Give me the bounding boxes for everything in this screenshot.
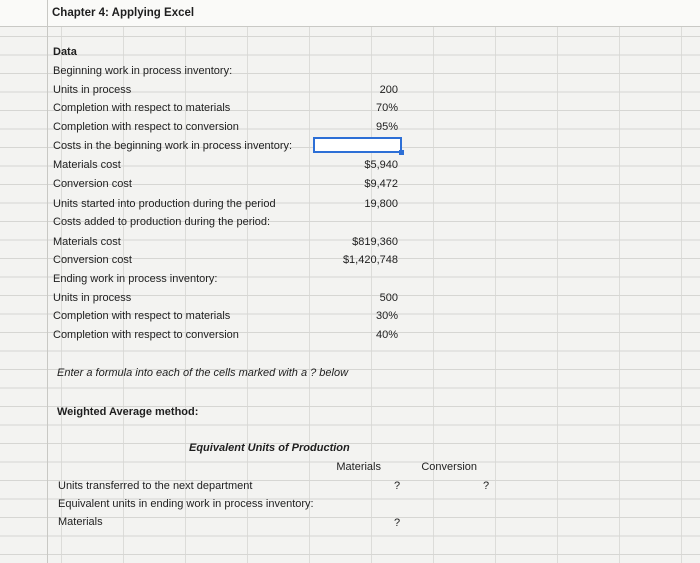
data-label[interactable]: Units in process	[53, 292, 132, 304]
data-label[interactable]: Beginning work in process inventory:	[53, 65, 233, 77]
formula-cell-conversion[interactable]: ?	[482, 480, 490, 492]
equivalent-units-heading[interactable]: Equivalent Units of Production	[189, 442, 350, 454]
conversion-column-header[interactable]: Conversion	[421, 461, 477, 473]
data-heading[interactable]: Data	[53, 46, 77, 58]
data-value[interactable]: 19,800	[364, 198, 398, 210]
formula-cell-materials[interactable]: ?	[393, 480, 401, 492]
eu-row-label[interactable]: Materials	[58, 516, 103, 528]
method-heading[interactable]: Weighted Average method:	[57, 406, 199, 418]
data-label[interactable]: Materials cost	[53, 159, 121, 171]
data-value[interactable]: $9,472	[364, 178, 398, 190]
data-label[interactable]: Completion with respect to materials	[53, 102, 231, 114]
eu-row-label[interactable]: Units transferred to the next department	[58, 480, 253, 492]
data-label[interactable]: Conversion cost	[53, 178, 132, 190]
data-value[interactable]: 95%	[375, 121, 398, 133]
data-value[interactable]: $819,360	[352, 236, 398, 248]
formula-cell-materials[interactable]: ?	[393, 517, 401, 529]
data-label[interactable]: Completion with respect to conversion	[53, 121, 239, 133]
data-value[interactable]: 30%	[375, 310, 398, 322]
sheet-title[interactable]: Chapter 4: Applying Excel	[52, 7, 195, 19]
data-label[interactable]: Costs in the beginning work in process inventory:	[53, 140, 293, 152]
data-label[interactable]: Completion with respect to conversion	[53, 329, 239, 341]
data-value[interactable]: 200	[379, 84, 398, 96]
data-label[interactable]: Conversion cost	[53, 254, 132, 266]
data-value[interactable]: 70%	[375, 102, 398, 114]
instruction-text[interactable]: Enter a formula into each of the cells marked with a ? below	[57, 367, 349, 379]
materials-column-header[interactable]: Materials	[336, 461, 381, 473]
selected-cell[interactable]	[313, 137, 402, 153]
column-divider	[47, 0, 48, 563]
data-label[interactable]: Materials cost	[53, 236, 121, 248]
eu-row-label[interactable]: Equivalent units in ending work in process inventory:	[58, 498, 314, 510]
data-label[interactable]: Units in process	[53, 84, 132, 96]
data-value[interactable]: 500	[379, 292, 398, 304]
fill-handle[interactable]	[399, 150, 404, 155]
data-value[interactable]: $1,420,748	[342, 254, 398, 266]
data-value[interactable]: 40%	[375, 329, 398, 341]
data-label[interactable]: Completion with respect to materials	[53, 310, 231, 322]
data-label[interactable]: Units started into production during the period	[53, 198, 276, 210]
data-value[interactable]: $5,940	[364, 159, 398, 171]
data-label[interactable]: Ending work in process inventory:	[53, 273, 218, 285]
data-label[interactable]: Costs added to production during the period:	[53, 216, 271, 228]
